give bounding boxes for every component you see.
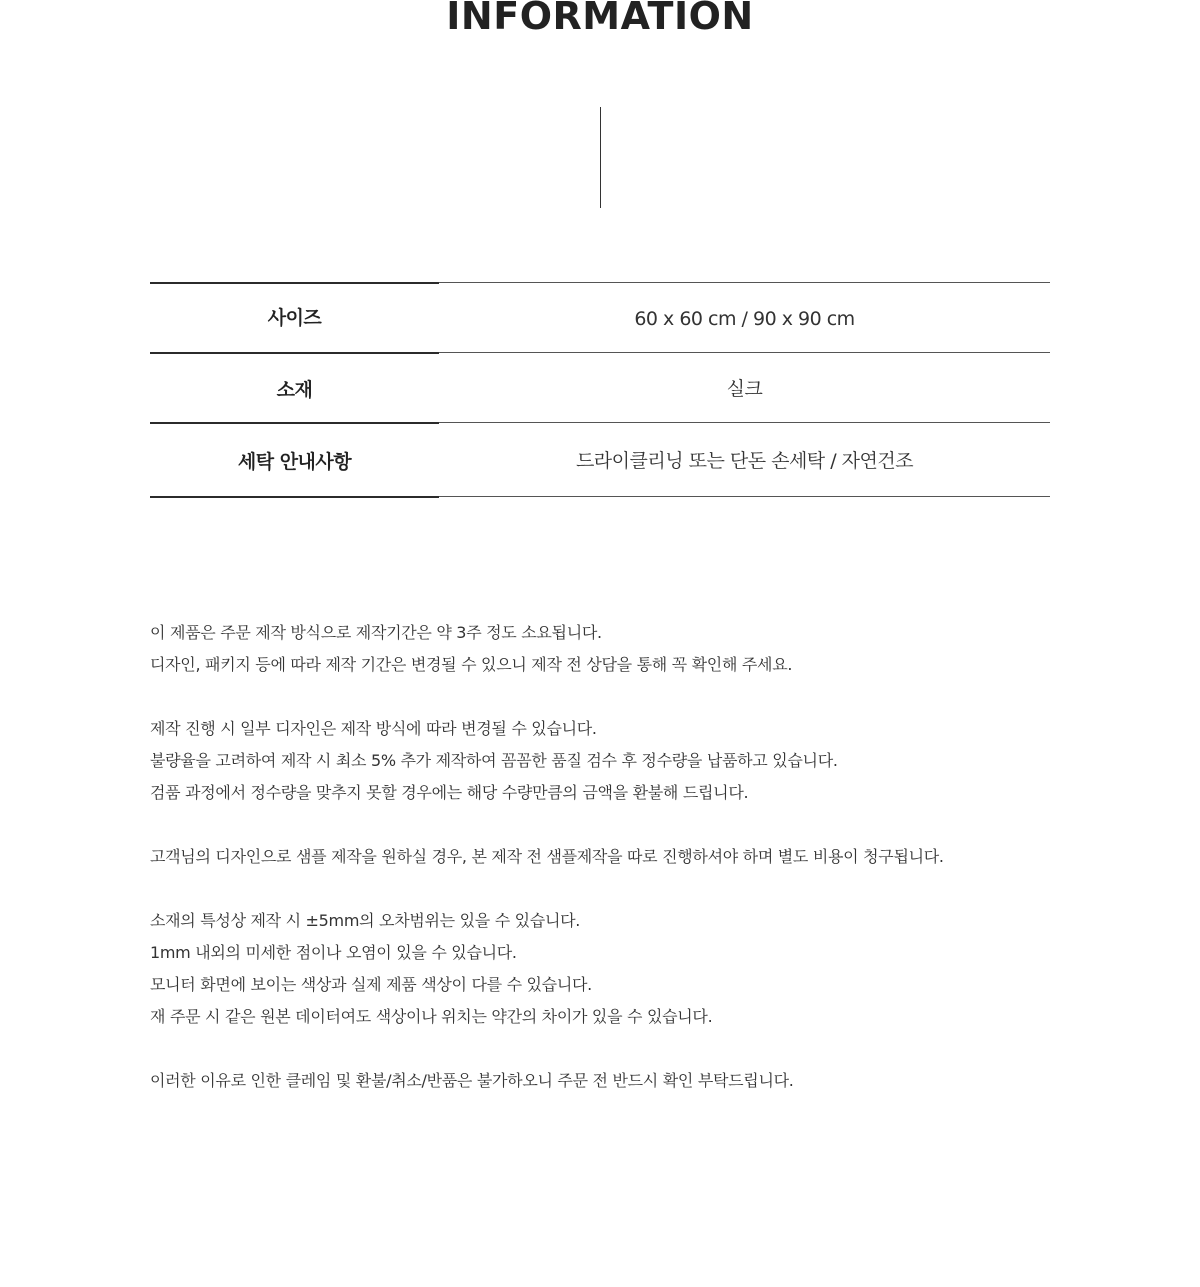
notice-line: 제작 진행 시 일부 디자인은 제작 방식에 따라 변경될 수 있습니다. [150,719,597,738]
notice-line: 1mm 내외의 미세한 점이나 오염이 있을 수 있습니다. [150,943,517,962]
spec-value: 실크 [439,352,1050,422]
spec-row-care [150,422,1050,496]
spec-table-bottom-border [150,496,1050,498]
notice-line: 이러한 이유로 인한 클레임 및 환불/취소/반품은 불가하오니 주문 전 반드시 확인 부탁드립니다. [150,1071,794,1090]
notice-line: 디자인, 패키지 등에 따라 제작 기간은 변경될 수 있으니 제작 전 상담을 통해 꼭 확인해 주세요. [150,655,793,674]
notice-line: 재 주문 시 같은 원본 데이터여도 색상이나 위치는 약간의 차이가 있을 수 있습니다. [150,1007,713,1026]
notice-line: 불량율을 고려하여 제작 시 최소 5% 추가 제작하여 꼼꼼한 품질 검수 후 정수량을 납품하고 있습니다. [150,751,838,770]
spec-row-size [150,282,1050,352]
spec-label: 사이즈 [150,282,439,352]
notice-line: 검품 과정에서 정수량을 맞추지 못할 경우에는 해당 수량만큼의 금액을 환불해 드립니다. [150,783,749,802]
notice-line: 소재의 특성상 제작 시 ±5mm의 오차범위는 있을 수 있습니다. [150,911,581,930]
spec-value: 60 x 60 cm / 90 x 90 cm [439,282,1050,352]
divider-vertical [600,107,601,208]
notice-line: 이 제품은 주문 제작 방식으로 제작기간은 약 3주 정도 소요됩니다. [150,623,602,642]
notice-line: 모니터 화면에 보이는 색상과 실제 제품 색상이 다를 수 있습니다. [150,975,592,994]
spec-label: 세탁 안내사항 [150,422,439,496]
spec-row-material [150,352,1050,422]
page-title: INFORMATION [446,0,754,38]
spec-value: 드라이클리닝 또는 단돈 손세탁 / 자연건조 [439,422,1050,496]
notice-block [150,617,1050,1097]
notice-line: 고객님의 디자인으로 샘플 제작을 원하실 경우, 본 제작 전 샘플제작을 따로 진행하셔야 하며 별도 비용이 청구됩니다. [150,847,944,866]
spec-label: 소재 [150,352,439,422]
spec-table [150,282,1050,498]
